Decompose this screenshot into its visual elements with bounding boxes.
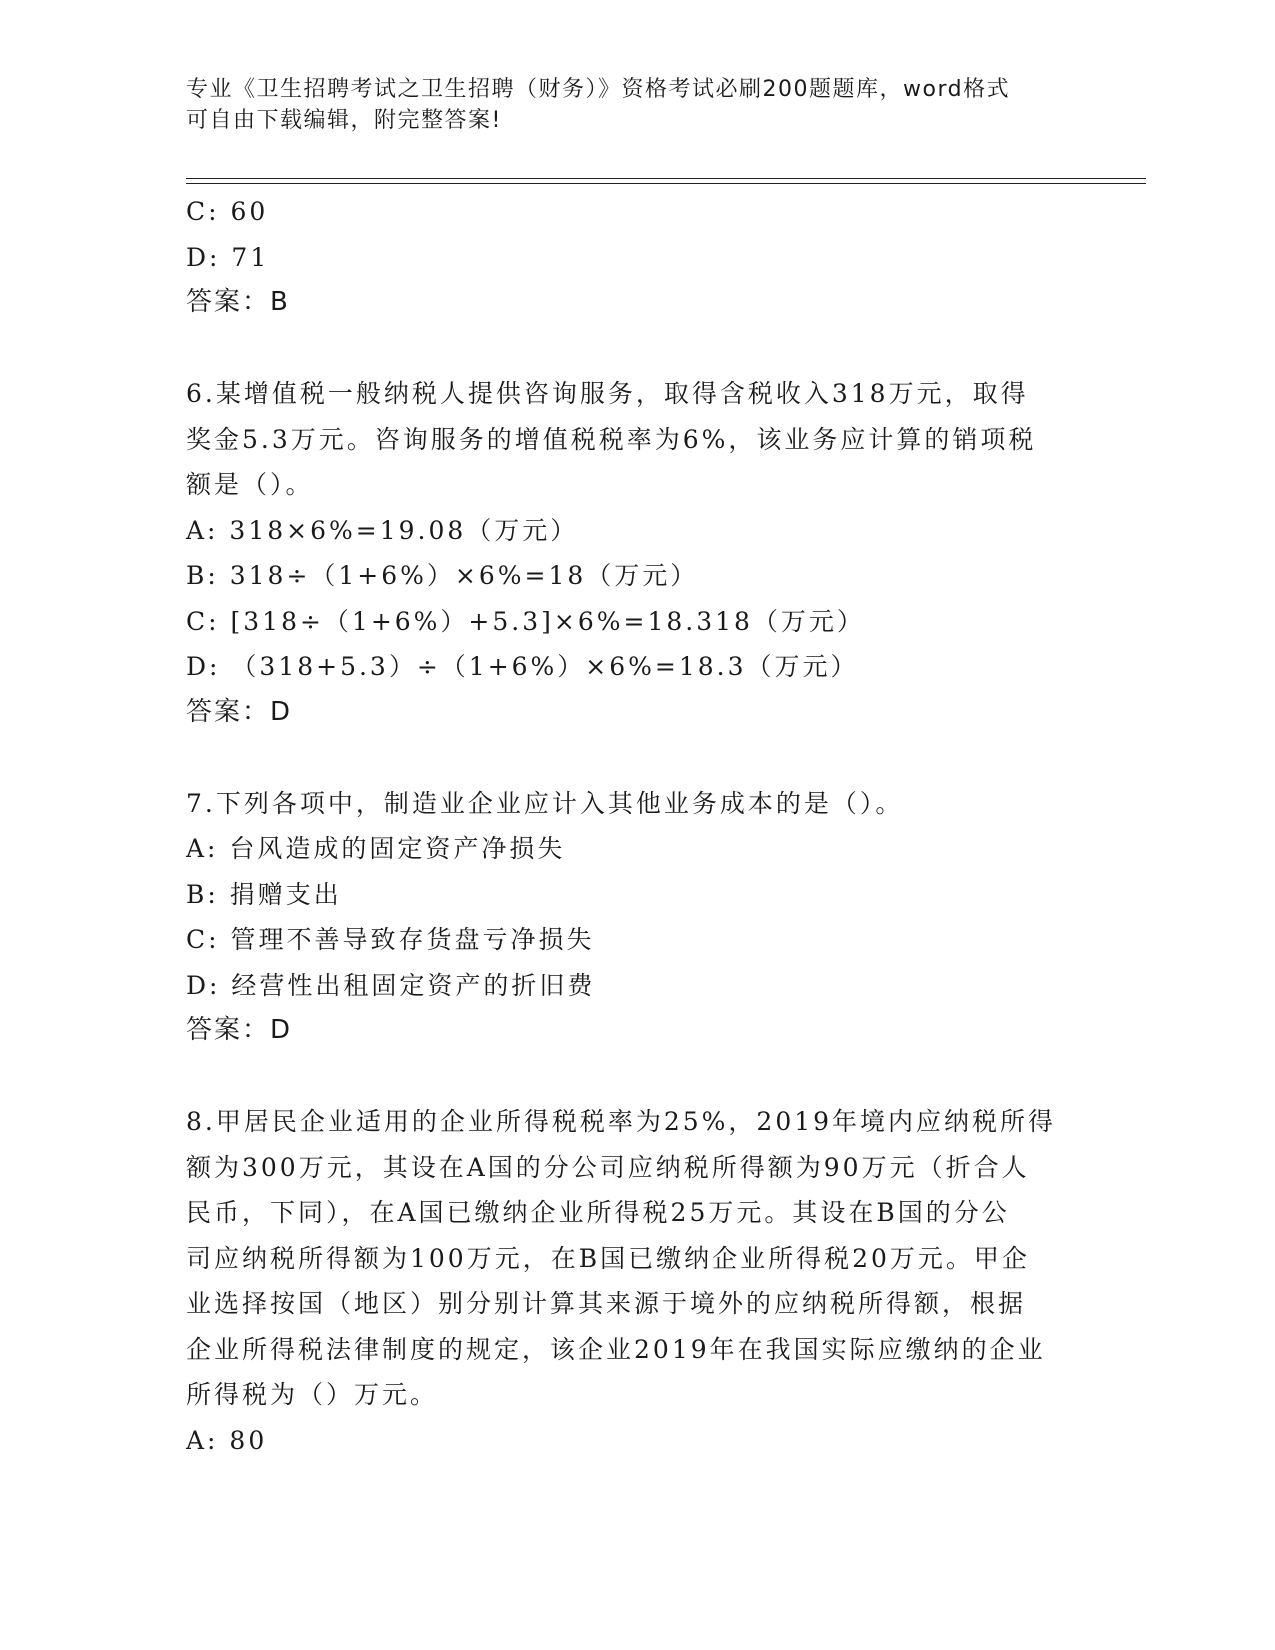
question-stem-line: 额是（）。 <box>186 470 314 499</box>
header-line-1: 专业《卫生招聘考试之卫生招聘（财务）》资格考试必刷200题题库，word格式 <box>186 77 1011 102</box>
question-list <box>186 189 1076 1463</box>
header-divider-bottom <box>186 183 1146 184</box>
header-line-2: 可自由下载编辑，附完整答案! <box>186 108 502 133</box>
question-stem-line: 民币，下同），在A国已缴纳企业所得税25万元。其设在B国的分公 <box>186 1198 1010 1227</box>
option-d: D: 71 <box>186 242 270 272</box>
question-5-tail <box>186 189 1076 326</box>
spacer <box>186 735 1076 781</box>
spacer <box>186 1054 1076 1100</box>
question-stem-line: 企业所得税法律制度的规定，该企业2019年在我国实际应缴纳的企业 <box>186 1334 1046 1364</box>
question-stem-line: 奖金5.3万元。咨询服务的增值税税率为6%，该业务应计算的销项税 <box>186 424 1037 454</box>
answer-line: 答案：D <box>186 696 293 727</box>
question-stem-line: 8.甲居民企业适用的企业所得税税率为25%，2019年境内应纳税所得 <box>186 1107 1057 1136</box>
answer-line: 答案：D <box>186 1015 293 1045</box>
question-7 <box>186 781 1076 1054</box>
question-stem-line: 7.下列各项中，制造业企业应计入其他业务成本的是（）。 <box>186 788 904 818</box>
spacer <box>186 326 1076 372</box>
option-c: C: [318÷（1+6%）+5.3]×6%=18.318（万元） <box>186 606 865 636</box>
question-stem-line: 6.某增值税一般纳税人提供咨询服务，取得含税收入318万元，取得 <box>186 379 1029 408</box>
question-stem-line: 司应纳税所得额为100万元，在B国已缴纳企业所得税20万元。甲企 <box>186 1243 1030 1273</box>
option-c: C: 60 <box>186 197 269 226</box>
answer-line: 答案：B <box>186 287 290 317</box>
option-b: B: 318÷（1+6%）×6%=18（万元） <box>186 561 699 590</box>
question-stem-line: 额为300万元，其设在A国的分公司应纳税所得额为90万元（折合人 <box>186 1152 1030 1182</box>
question-stem-line: 业选择按国（地区）别分别计算其来源于境外的应纳税所得额，根据 <box>186 1289 1027 1318</box>
option-a: A: 80 <box>186 1425 268 1455</box>
question-stem-line: 所得税为（）万元。 <box>186 1380 439 1409</box>
question-8 <box>186 1099 1076 1463</box>
option-a: A: 318×6%=19.08（万元） <box>186 515 579 545</box>
header-divider-top <box>186 178 1146 179</box>
option-c: C: 管理不善导致存货盘亏净损失 <box>186 925 595 954</box>
option-a: A: 台风造成的固定资产净损失 <box>186 834 566 863</box>
question-6 <box>186 371 1076 735</box>
option-d: D: 经营性出租固定资产的折旧费 <box>186 970 596 1000</box>
page-header <box>186 74 1066 136</box>
option-d: D: （318+5.3）÷（1+6%）×6%=18.3（万元） <box>186 652 859 681</box>
option-b: B: 捐赠支出 <box>186 879 342 909</box>
